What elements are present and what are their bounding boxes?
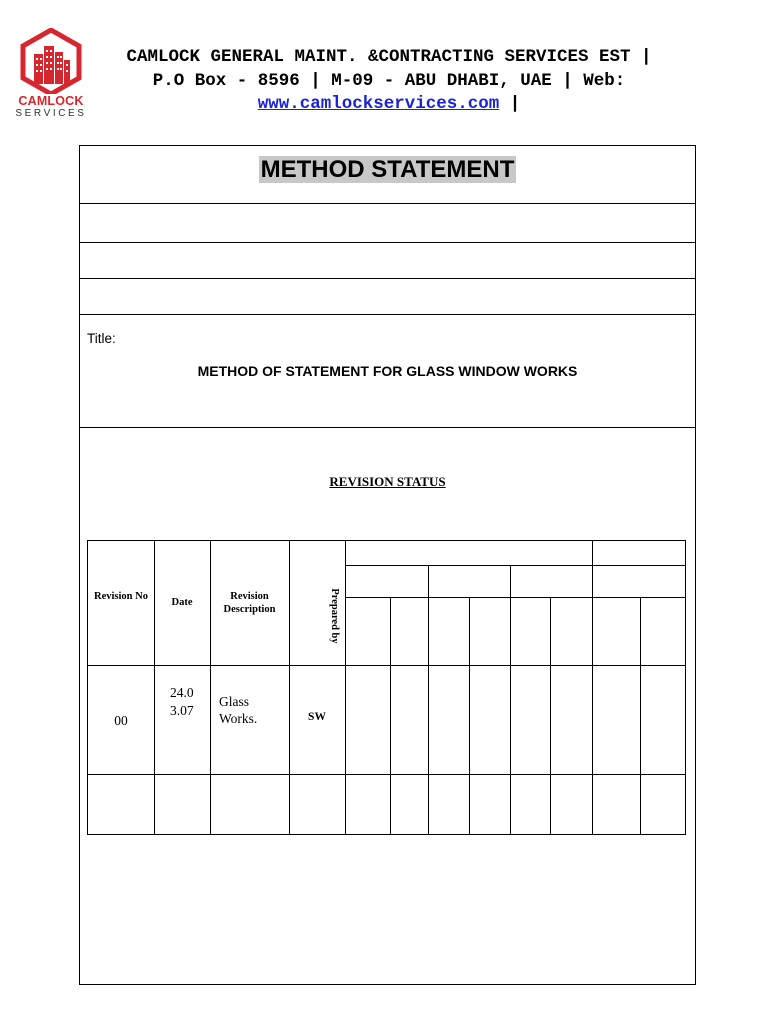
table-grid-line	[550, 597, 551, 834]
revision-no-cell: 00	[114, 713, 128, 728]
table-grid-line	[390, 597, 391, 834]
divider	[80, 242, 695, 243]
company-address-block	[86, 46, 692, 117]
company-name-line: CAMLOCK GENERAL MAINT. &CONTRACTING SERVICES EST |	[126, 47, 652, 67]
table-grid-line	[428, 566, 429, 834]
table-grid-line	[210, 541, 211, 834]
divider	[80, 278, 695, 279]
column-header-prepared-by: Prepared by	[329, 588, 340, 644]
column-header-description: Revision Description	[223, 591, 276, 615]
document-title: METHOD OF STATEMENT FOR GLASS WINDOW WORKS	[197, 363, 578, 379]
revision-table	[87, 540, 686, 835]
company-web-line	[86, 93, 692, 117]
date-cell-line1: 24.0	[170, 685, 194, 700]
document-heading-text: METHOD STATEMENT	[260, 156, 515, 183]
web-separator: |	[509, 94, 521, 114]
table-grid-line	[88, 774, 685, 775]
logo-wordmark: CAMLOCK	[18, 94, 84, 108]
table-grid-line	[345, 541, 346, 834]
table-grid-line	[640, 597, 641, 834]
description-cell: Glass Works.	[219, 694, 258, 726]
column-header-date: Date	[171, 597, 193, 608]
divider	[80, 427, 695, 428]
document-heading	[80, 156, 695, 184]
divider	[80, 314, 695, 315]
date-cell-line2: 3.07	[170, 703, 194, 718]
table-grid-line	[345, 597, 685, 598]
table-grid-line	[289, 541, 290, 834]
table-grid-line	[469, 597, 470, 834]
table-grid-line	[345, 565, 685, 566]
company-address-line: P.O Box - 8596 | M-09 - ABU DHABI, UAE | Web:	[152, 70, 626, 91]
table-grid-line	[154, 541, 155, 834]
prepared-by-cell: SW	[308, 711, 326, 723]
logo-subtext: SERVICES	[15, 108, 87, 119]
column-header-revision-no: Revision No	[94, 591, 148, 602]
table-grid-line	[510, 566, 511, 834]
title-label: Title:	[87, 331, 116, 346]
website-link[interactable]: www.camlockservices.com	[257, 94, 500, 114]
divider	[80, 203, 695, 204]
company-logo	[10, 28, 92, 124]
revision-status-heading: REVISION STATUS	[329, 474, 446, 489]
table-grid-line	[592, 541, 593, 834]
table-grid-line	[88, 665, 685, 666]
